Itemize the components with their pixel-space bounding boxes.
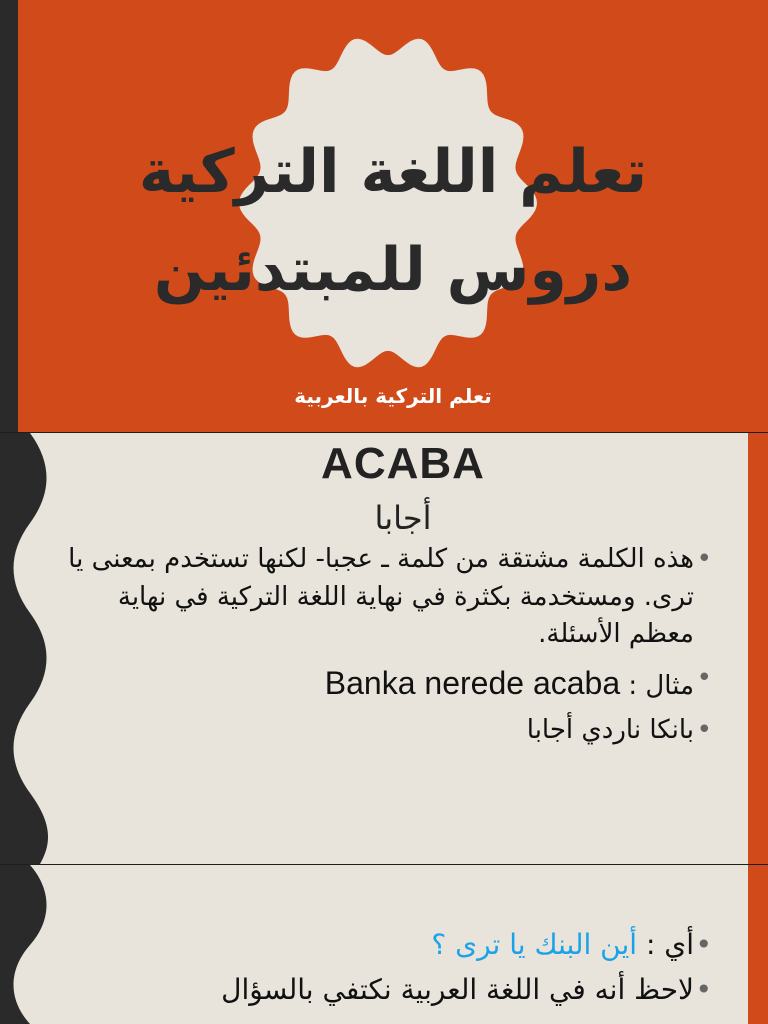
slide-subtitle: تعلم التركية بالعربية [294, 384, 492, 408]
word-heading: ACABA [321, 439, 485, 488]
wavy-left-border [0, 433, 58, 864]
bullet-definition: • هذه الكلمة مشتقة من كلمة ـ عجبا- لكنها تستخدم بمعنى يا ترى. ومستخدمة بكثرة في نهاية اللغة التركية في نهاية معظم الأسئلة. [62, 541, 712, 654]
bullet-note: • لاحظ أنه في اللغة العربية نكتفي بالسؤال [62, 968, 712, 1013]
meaning-highlight: أين البنك يا ترى ؟ [431, 928, 638, 961]
meaning-slide [0, 865, 768, 1024]
acaba-slide [0, 433, 768, 864]
slide-left-bar [0, 0, 18, 432]
bullet-list [62, 923, 712, 1013]
title-slide [0, 0, 768, 432]
bullet-meaning: • أي : أين البنك يا ترى ؟ [62, 923, 712, 968]
right-accent-stripe [748, 865, 768, 1024]
right-accent-stripe [748, 433, 768, 864]
slide-title-line1: تعلم اللغة التركية [138, 137, 648, 207]
turkish-example: Banka nerede acaba [324, 665, 621, 702]
slide-title-line2: دروس للمبتدئين [153, 235, 633, 305]
bullet-list [62, 541, 712, 756]
word-transliteration: أجابا [374, 499, 432, 537]
bullet-pronunciation: • بانكا ناردي أجابا [62, 712, 712, 750]
wavy-left-border [0, 865, 58, 1024]
bullet-example: • مثال : Banka nerede acaba [62, 660, 712, 706]
